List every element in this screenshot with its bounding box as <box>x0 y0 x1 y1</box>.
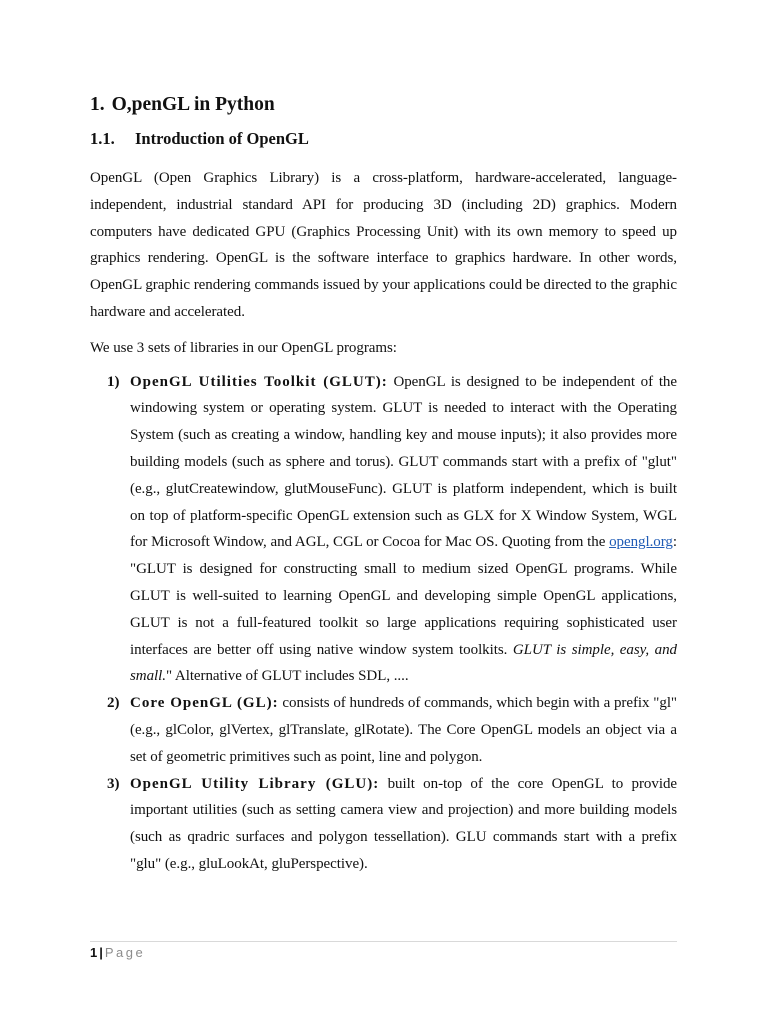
heading-1 <box>90 90 677 120</box>
list-item-gl <box>90 690 677 770</box>
list-text: consists of hundreds of commands, which begin with a prefix "gl" (e.g., glColor, glVertex, glTranslate, glRotate). The Core OpenGL models an object via a set of geometric primitives such as point, line and polygon. <box>130 695 678 765</box>
list-item-glut <box>90 369 677 691</box>
heading-2-number: 1.1. <box>90 129 115 148</box>
page-footer <box>90 941 677 962</box>
list-marker: 3) <box>107 775 120 792</box>
list-term: OpenGL Utility Library (GLU): <box>130 775 380 792</box>
heading-2-title: Introduction of OpenGL <box>135 129 309 148</box>
page-content <box>90 90 677 878</box>
list-text: OpenGL is designed to be independent of the windowing system or operating system. GLUT is needed to interact with the Operating System (such as creating a window, handling key and mouse inputs); it also provides more building models (such as sphere and torus). GLUT commands start with a prefix of "glut" (e.g., glutCreatewindow, glutMouseFunc). GLUT is platform independent, which is built on top of platform-specific OpenGL extension such as GLX for X Window System, WGL for Microsoft Window, and AGL, CGL or Cocoa for Mac OS. Quoting from the <box>130 373 677 551</box>
footer-separator: | <box>99 945 103 960</box>
list-text-quote: : "GLUT is designed for constructing small to medium sized OpenGL programs. While GLUT is well-suited to learning OpenGL and developing simple OpenGL applications, GLUT is not a full-featured toolkit so large applications requiring sophisticated user interfaces are better off using native window system toolkits. <box>130 534 677 658</box>
list-text: built on-top of the core OpenGL to provide important utilities (such as setting camera view and projection) and more building models (such as qradric surfaces and polygon tessellation). GLU commands start with a prefix "glu" (e.g., gluLookAt, gluPerspective). <box>130 775 677 872</box>
opengl-org-link[interactable]: opengl.org <box>609 534 673 551</box>
list-text-end: " Alternative of GLUT includes SDL, .... <box>165 668 409 685</box>
intro-paragraph: OpenGL (Open Graphics Library) is a cross-platform, hardware-accelerated, language-independent, industrial standard API for producing 3D (including 2D) graphics. Modern computers have dedicated GPU (Graphics Processing Unit) with its own memory to speed up graphics rendering. OpenGL is the software interface to graphics hardware. In other words, OpenGL graphic rendering commands issued by your applications could be directed to the graphic hardware and accelerated. <box>90 170 677 320</box>
libraries-intro: We use 3 sets of libraries in our OpenGL programs: <box>90 339 397 356</box>
heading-1-title: O,penGL in Python <box>111 94 275 115</box>
page-number: 1 <box>90 945 98 960</box>
list-item-glu <box>90 771 677 878</box>
heading-1-number: 1. <box>90 94 105 115</box>
libraries-list <box>90 369 677 878</box>
list-term: Core OpenGL (GL): <box>130 695 279 712</box>
list-marker: 2) <box>107 695 120 712</box>
list-term: OpenGL Utilities Toolkit (GLUT): <box>130 373 388 390</box>
list-marker: 1) <box>107 373 120 390</box>
list-text-italic: GLUT is simple, easy, and small. <box>130 641 678 685</box>
heading-2 <box>90 127 677 151</box>
page-label: Page <box>104 945 146 960</box>
